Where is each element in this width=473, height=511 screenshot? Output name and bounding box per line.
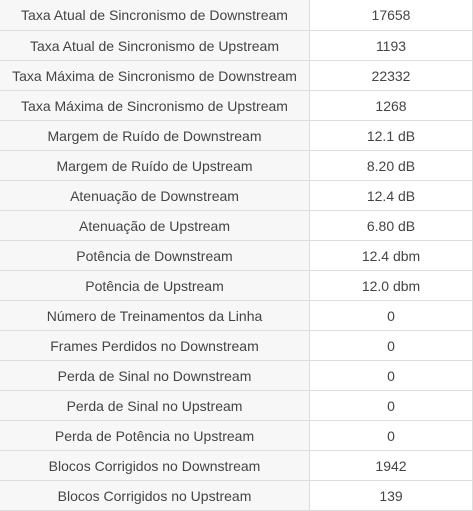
- row-value: 12.4 dbm: [310, 241, 473, 271]
- table-row: [0, 391, 473, 421]
- row-label: Margem de Ruído de Upstream: [0, 151, 310, 181]
- row-value: 8.20 dB: [310, 151, 473, 181]
- table-row: [0, 121, 473, 151]
- table-row: [0, 481, 473, 511]
- row-label: Taxa Atual de Sincronismo de Downstream: [0, 0, 310, 31]
- table-row: [0, 0, 473, 31]
- row-value: 0: [310, 421, 473, 451]
- row-label: Margem de Ruído de Downstream: [0, 121, 310, 151]
- row-value: 12.0 dbm: [310, 271, 473, 301]
- row-value: 1193: [310, 31, 473, 61]
- row-label: Blocos Corrigidos no Downstream: [0, 451, 310, 481]
- table-row: [0, 211, 473, 241]
- row-label: Número de Treinamentos da Linha: [0, 301, 310, 331]
- row-label: Atenuação de Downstream: [0, 181, 310, 211]
- table-row: [0, 421, 473, 451]
- table-row: [0, 151, 473, 181]
- table-row: [0, 271, 473, 301]
- row-label: Blocos Corrigidos no Upstream: [0, 481, 310, 511]
- row-value: 0: [310, 361, 473, 391]
- table-row: [0, 331, 473, 361]
- row-value: 12.1 dB: [310, 121, 473, 151]
- row-label: Frames Perdidos no Downstream: [0, 331, 310, 361]
- row-label: Potência de Downstream: [0, 241, 310, 271]
- row-value: 1942: [310, 451, 473, 481]
- table-row: [0, 361, 473, 391]
- row-value: 1268: [310, 91, 473, 121]
- row-value: 22332: [310, 61, 473, 91]
- table-row: [0, 31, 473, 61]
- row-label: Taxa Máxima de Sincronismo de Upstream: [0, 91, 310, 121]
- table-row: [0, 61, 473, 91]
- row-label: Perda de Sinal no Upstream: [0, 391, 310, 421]
- row-value: 12.4 dB: [310, 181, 473, 211]
- row-value: 6.80 dB: [310, 211, 473, 241]
- table-row: [0, 241, 473, 271]
- row-label: Perda de Potência no Upstream: [0, 421, 310, 451]
- row-value: 0: [310, 301, 473, 331]
- row-label: Taxa Máxima de Sincronismo de Downstream: [0, 61, 310, 91]
- row-value: 139: [310, 481, 473, 511]
- table-row: [0, 181, 473, 211]
- row-value: 17658: [310, 0, 473, 31]
- row-label: Perda de Sinal no Downstream: [0, 361, 310, 391]
- table-row: [0, 301, 473, 331]
- table-row: [0, 91, 473, 121]
- row-value: 0: [310, 331, 473, 361]
- table-row: [0, 451, 473, 481]
- row-label: Atenuação de Upstream: [0, 211, 310, 241]
- row-value: 0: [310, 391, 473, 421]
- row-label: Potência de Upstream: [0, 271, 310, 301]
- row-label: Taxa Atual de Sincronismo de Upstream: [0, 31, 310, 61]
